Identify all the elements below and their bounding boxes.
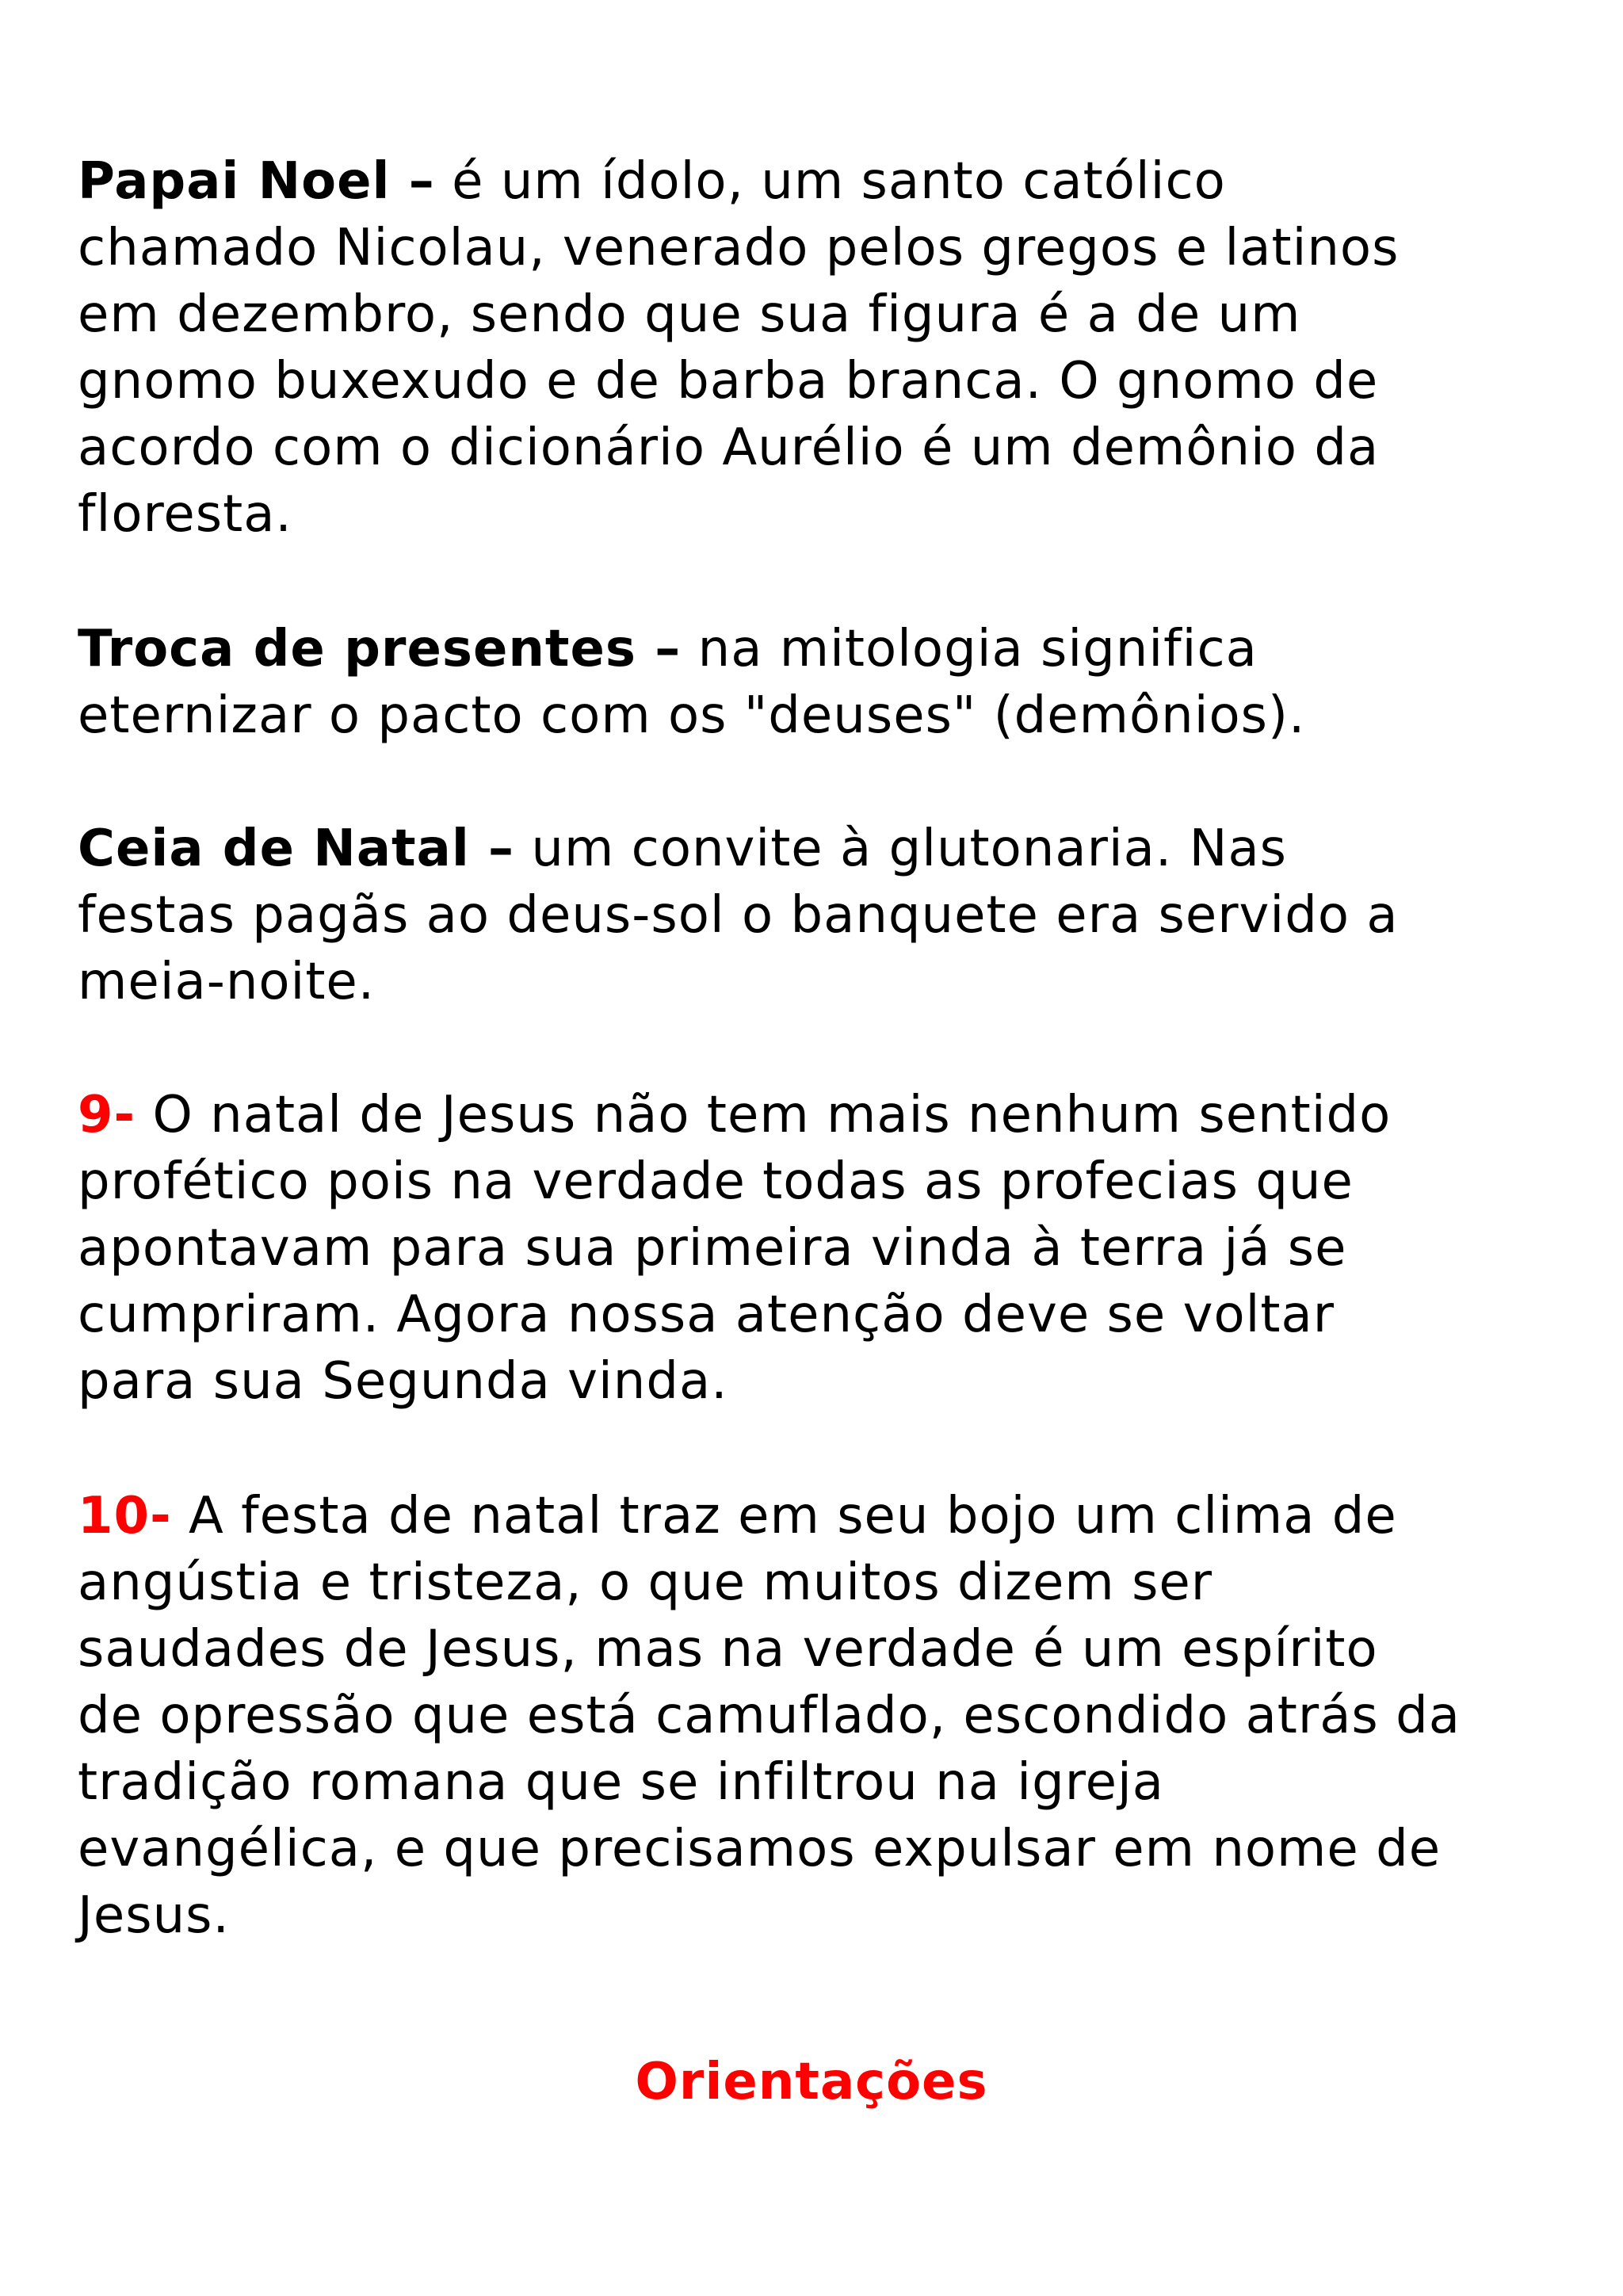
item-number-9: 9- [78, 1086, 136, 1144]
numbered-item-10 [78, 1483, 1583, 1949]
term-ceia-de-natal: Ceia de Natal – [78, 819, 515, 878]
item-text-9: O natal de Jesus não tem mais nenhum sentido profético pois na verdade todas as profecias que apontavam para sua primeira vinda à terra já se cumpriram. Agora nossa atenção deve se voltar para sua Segunda vinda. [78, 1086, 1392, 1411]
definition-troca-de-presentes: na mitologia significa eternizar o pacto com os "deuses" (demônios). [78, 620, 1306, 745]
section-heading-orientacoes: Orientações [635, 2053, 988, 2111]
term-papai-noel: Papai Noel – [78, 152, 435, 211]
paragraph-ceia-de-natal [78, 816, 1583, 1015]
paragraph-papai-noel [78, 148, 1583, 548]
definition-ceia-de-natal: um convite à glutonaria. Nas festas pagãs ao deus-sol o banquete era servido a meia-noite. [78, 819, 1399, 1011]
definition-papai-noel: é um ídolo, um santo católico chamado Nicolau, venerado pelos gregos e latinos em dezembro, sendo que sua figura é a de um gnomo buxexudo e de barba branca. O gnomo de acordo com o dicionário Aurélio é um demônio da floresta. [78, 152, 1400, 544]
numbered-item-9 [78, 1082, 1583, 1415]
term-troca-de-presentes: Troca de presentes – [78, 620, 682, 678]
item-number-10: 10- [78, 1487, 172, 1545]
paragraph-troca-de-presentes [78, 616, 1583, 749]
item-text-10: A festa de natal traz em seu bojo um clima de angústia e tristeza, o que muitos dizem ser saudades de Jesus, mas na verdade é um espírito de opressão que está camuflado, escondido atrás da tradição romana que se infiltrou na igreja evangélica, e que precisamos expulsar em nome de Jesus. [78, 1487, 1461, 1945]
